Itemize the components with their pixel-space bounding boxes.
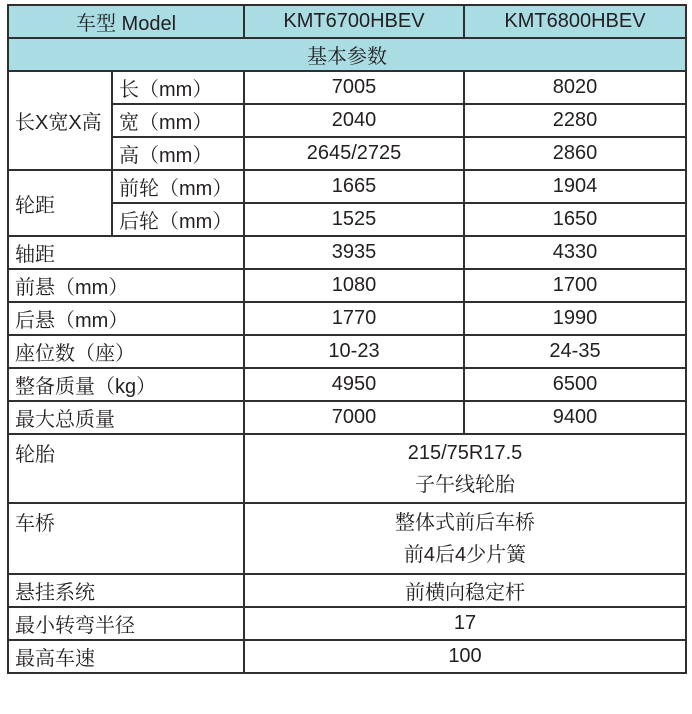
length-label: 长（mm） <box>112 71 244 104</box>
turning-radius-value: 17 <box>244 607 686 640</box>
rear-overhang-a: 1770 <box>244 302 464 335</box>
table-row <box>8 368 686 401</box>
rear-overhang-b: 1990 <box>464 302 686 335</box>
wheelbase-a: 3935 <box>244 236 464 269</box>
rear-overhang-label: 后悬（mm） <box>8 302 244 335</box>
front-track-b: 1904 <box>464 170 686 203</box>
rear-track-a: 1525 <box>244 203 464 236</box>
rear-track-b: 1650 <box>464 203 686 236</box>
top-speed-value: 100 <box>244 640 686 673</box>
seats-label: 座位数（座） <box>8 335 244 368</box>
width-a: 2040 <box>244 104 464 137</box>
curb-weight-label: 整备质量（kg） <box>8 368 244 401</box>
seats-a: 10-23 <box>244 335 464 368</box>
table-row <box>8 574 686 607</box>
front-overhang-label: 前悬（mm） <box>8 269 244 302</box>
front-track-a: 1665 <box>244 170 464 203</box>
curb-weight-b: 6500 <box>464 368 686 401</box>
table-row <box>8 71 686 104</box>
spec-table <box>7 4 687 674</box>
tire-value <box>244 434 686 503</box>
wheelbase-b: 4330 <box>464 236 686 269</box>
front-track-label: 前轮（mm） <box>112 170 244 203</box>
track-group-label: 轮距 <box>8 170 112 236</box>
top-speed-label: 最高车速 <box>8 640 244 673</box>
axle-line-1: 整体式前后车桥 <box>395 511 535 534</box>
table-row <box>8 503 686 574</box>
height-a: 2645/2725 <box>244 137 464 170</box>
turning-radius-label: 最小转弯半径 <box>8 607 244 640</box>
model-a-header: KMT6700HBEV <box>244 5 464 38</box>
gross-weight-a: 7000 <box>244 401 464 434</box>
front-overhang-b: 1700 <box>464 269 686 302</box>
model-label: 车型 Model <box>8 5 244 38</box>
dimensions-group-label: 长X宽X高 <box>8 71 112 170</box>
length-a: 7005 <box>244 71 464 104</box>
table-row <box>8 640 686 673</box>
front-overhang-a: 1080 <box>244 269 464 302</box>
width-b: 2280 <box>464 104 686 137</box>
tire-line-1: 215/75R17.5 <box>407 441 523 464</box>
table-row <box>8 302 686 335</box>
length-b: 8020 <box>464 71 686 104</box>
axle-value <box>244 503 686 574</box>
height-label: 高（mm） <box>112 137 244 170</box>
section-row <box>8 38 686 71</box>
gross-weight-label: 最大总质量 <box>8 401 244 434</box>
rear-track-label: 后轮（mm） <box>112 203 244 236</box>
suspension-label: 悬挂系统 <box>8 574 244 607</box>
curb-weight-a: 4950 <box>244 368 464 401</box>
table-row <box>8 607 686 640</box>
header-row <box>8 5 686 38</box>
model-b-header: KMT6800HBEV <box>464 5 686 38</box>
axle-line-2: 前4后4少片簧 <box>403 543 527 566</box>
wheelbase-label: 轴距 <box>8 236 244 269</box>
table-row <box>8 269 686 302</box>
height-b: 2860 <box>464 137 686 170</box>
tire-label: 轮胎 <box>8 434 244 503</box>
table-row <box>8 434 686 503</box>
table-row <box>8 335 686 368</box>
seats-b: 24-35 <box>464 335 686 368</box>
table-row <box>8 236 686 269</box>
gross-weight-b: 9400 <box>464 401 686 434</box>
suspension-value: 前横向稳定杆 <box>244 574 686 607</box>
width-label: 宽（mm） <box>112 104 244 137</box>
table-row <box>8 401 686 434</box>
table-row <box>8 170 686 203</box>
axle-label: 车桥 <box>8 503 244 574</box>
tire-line-2: 子午线轮胎 <box>415 473 515 496</box>
section-title: 基本参数 <box>8 38 686 71</box>
